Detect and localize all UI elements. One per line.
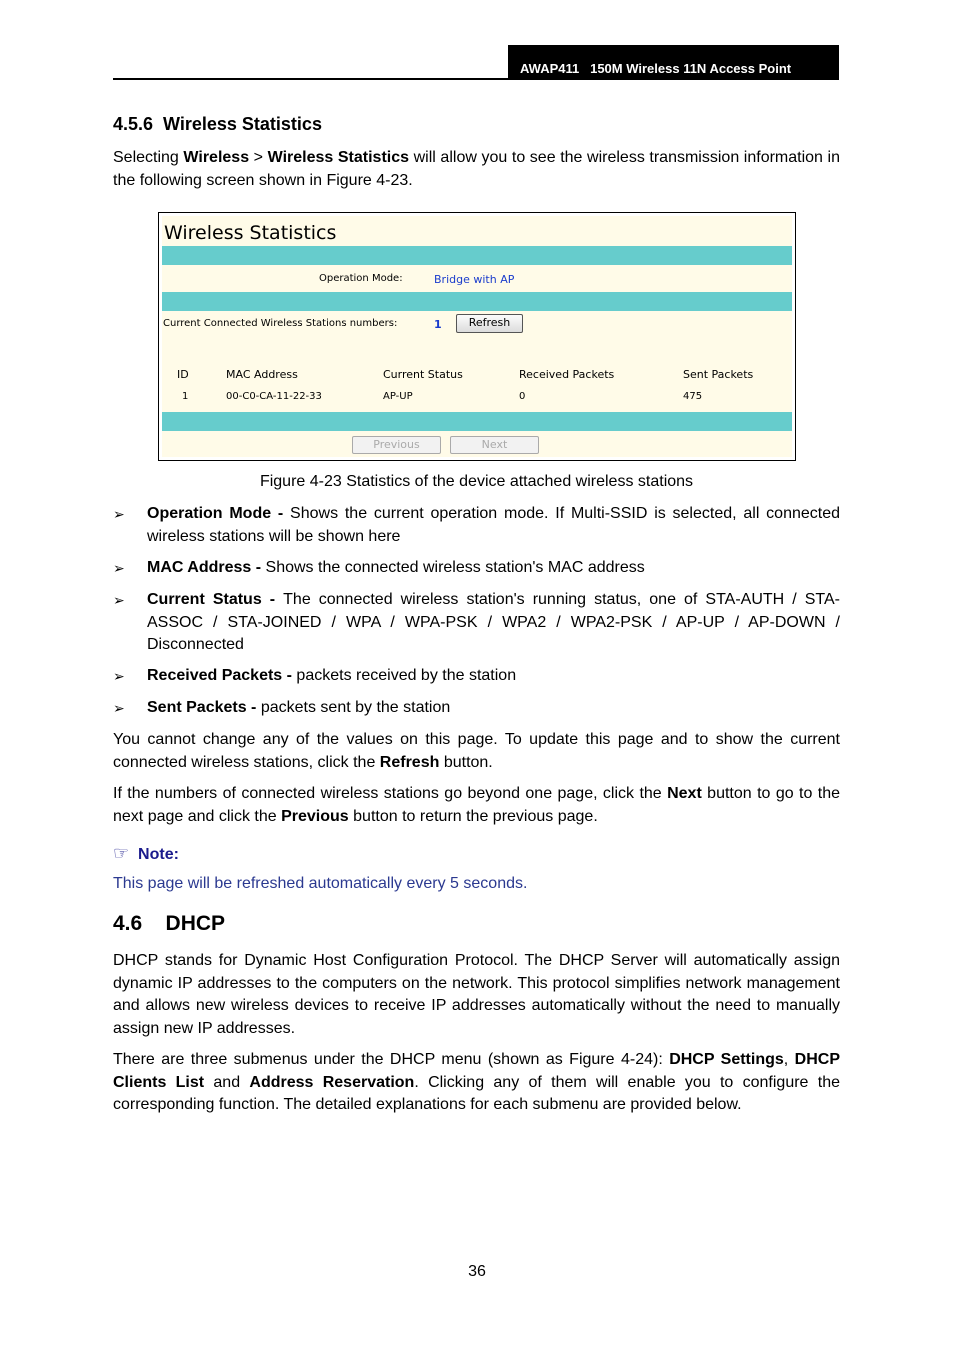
bullet-text: Shows the connected wireless station's MAC address: [265, 559, 645, 576]
note-title: Note:: [138, 846, 179, 863]
section-heading-wireless-statistics: 4.5.6 Wireless Statistics: [113, 114, 322, 134]
pointing-hand-icon: ☞: [113, 843, 130, 863]
stations-count-label: Current Connected Wireless Stations numbers:: [163, 318, 398, 329]
table-cell-id: 1: [182, 391, 189, 402]
arrow-bullet-icon: ➢: [113, 560, 125, 576]
para-bold-refresh: Refresh: [379, 753, 440, 771]
figure-title: Wireless Statistics: [164, 222, 337, 244]
arrow-bullet-icon: ➢: [113, 506, 125, 522]
table-cell-sent-packets: 475: [683, 391, 703, 402]
intro-text-3: will allow you to see the wireless transmission information in the following screen shown in Figure 4-23.: [113, 149, 841, 189]
note-heading: [113, 843, 179, 864]
stations-count-value: 1: [434, 318, 442, 331]
para-text: ,: [783, 1051, 795, 1068]
page-number: 36: [468, 1263, 486, 1280]
para-text: You cannot change any of the values on this page. To update this page and to show the current connected wireless stations, click the: [113, 731, 840, 771]
operation-mode-value: Bridge with AP: [434, 273, 515, 286]
para-bold-dhcp-clients-list: DHCP Clients List: [113, 1051, 840, 1091]
refresh-button[interactable]: Refresh: [456, 314, 523, 333]
next-button[interactable]: Next: [450, 436, 539, 454]
arrow-bullet-icon: ➢: [113, 668, 125, 684]
bullet-text: The connected wireless station's running status, one of STA-AUTH / STA-ASSOC / STA-JOINED / WPA / WPA-PSK / WPA2 / WPA2-PSK / AP-UP / AP-DOWN / Disconnected: [147, 591, 841, 653]
column-header-mac-address: MAC Address: [226, 368, 298, 381]
para-text: . Clicking any of them will enable you to configure the corresponding function. The detailed explanations for each submenu are provided below.: [113, 1073, 841, 1113]
figure-caption: Figure 4-23 Statistics of the device attached wireless stations: [259, 473, 694, 490]
table-cell-current-status: AP-UP: [383, 391, 413, 402]
separator-bar: [162, 412, 792, 431]
bullet-term: Operation Mode -: [147, 505, 291, 522]
para-text: button to go to the next page and click the: [113, 785, 841, 825]
table-cell-mac-address: 00-C0-CA-11-22-33: [226, 391, 322, 402]
header-product-title: AWAP411 150M Wireless 11N Access Point: [508, 45, 839, 79]
arrow-bullet-icon: ➢: [113, 592, 125, 608]
table-cell-received-packets: 0: [519, 391, 526, 402]
intro-text-2: >: [249, 149, 268, 166]
bullet-term: Current Status -: [147, 591, 284, 608]
para-bold-next: Next: [667, 785, 702, 802]
bullet-sent-packets: [113, 697, 840, 720]
intro-text-1: Selecting: [113, 149, 184, 166]
para-bold-previous: Previous: [281, 807, 349, 825]
para-text: button to return the previous page.: [348, 807, 598, 825]
para-text: and: [204, 1073, 250, 1091]
separator-bar: [162, 246, 792, 265]
separator-bar: [162, 292, 792, 311]
figure-panel: [162, 216, 792, 457]
bullet-text: packets received by the station: [296, 667, 517, 684]
intro-bold-wireless-statistics: Wireless Statistics: [267, 149, 410, 166]
intro-paragraph: [113, 147, 840, 192]
para-bold-dhcp-settings: DHCP Settings: [669, 1051, 784, 1068]
para-text: If the numbers of connected wireless stations go beyond one page, click the: [113, 785, 668, 802]
section-heading-dhcp: 4.6 DHCP: [113, 912, 226, 935]
column-header-received-packets: Received Packets: [519, 368, 615, 381]
column-header-current-status: Current Status: [383, 368, 463, 381]
bullet-term: Received Packets -: [147, 667, 297, 684]
header-rule: [113, 78, 839, 80]
dhcp-paragraph-1: DHCP stands for Dynamic Host Configuration Protocol. The DHCP Server will automatically assign dynamic IP addresses to the computers on the network. This protocol simplifies network management and allows new wireless devices to receive IP addresses automatically without the need to manually assign new IP addresses.: [113, 952, 840, 1037]
operation-mode-label: Operation Mode:: [319, 273, 403, 284]
dhcp-paragraph-2: [113, 1049, 840, 1117]
para-text: There are three submenus under the DHCP menu (shown as Figure 4-24):: [113, 1051, 670, 1068]
intro-bold-wireless: Wireless: [183, 149, 250, 166]
column-header-id: ID: [177, 368, 189, 381]
bullet-operation-mode: [113, 503, 840, 548]
wireless-statistics-figure: [158, 212, 796, 461]
refresh-paragraph: [113, 729, 840, 774]
previous-button[interactable]: Previous: [352, 436, 441, 454]
bullet-term: MAC Address -: [147, 559, 266, 576]
next-previous-paragraph: [113, 783, 840, 828]
column-header-sent-packets: Sent Packets: [683, 368, 754, 381]
para-text: button.: [439, 753, 493, 771]
bullet-text: packets sent by the station: [260, 699, 451, 716]
bullet-mac-address: [113, 557, 840, 580]
bullet-term: Sent Packets -: [147, 699, 261, 716]
bullet-received-packets: [113, 665, 840, 688]
bullet-text: Shows the current operation mode. If Multi-SSID is selected, all connected wireless stations will be shown here: [147, 505, 841, 545]
note-text: This page will be refreshed automatically every 5 seconds.: [113, 875, 528, 892]
bullet-current-status: [113, 589, 840, 657]
arrow-bullet-icon: ➢: [113, 700, 125, 716]
para-bold-address-reservation: Address Reservation: [249, 1073, 415, 1091]
